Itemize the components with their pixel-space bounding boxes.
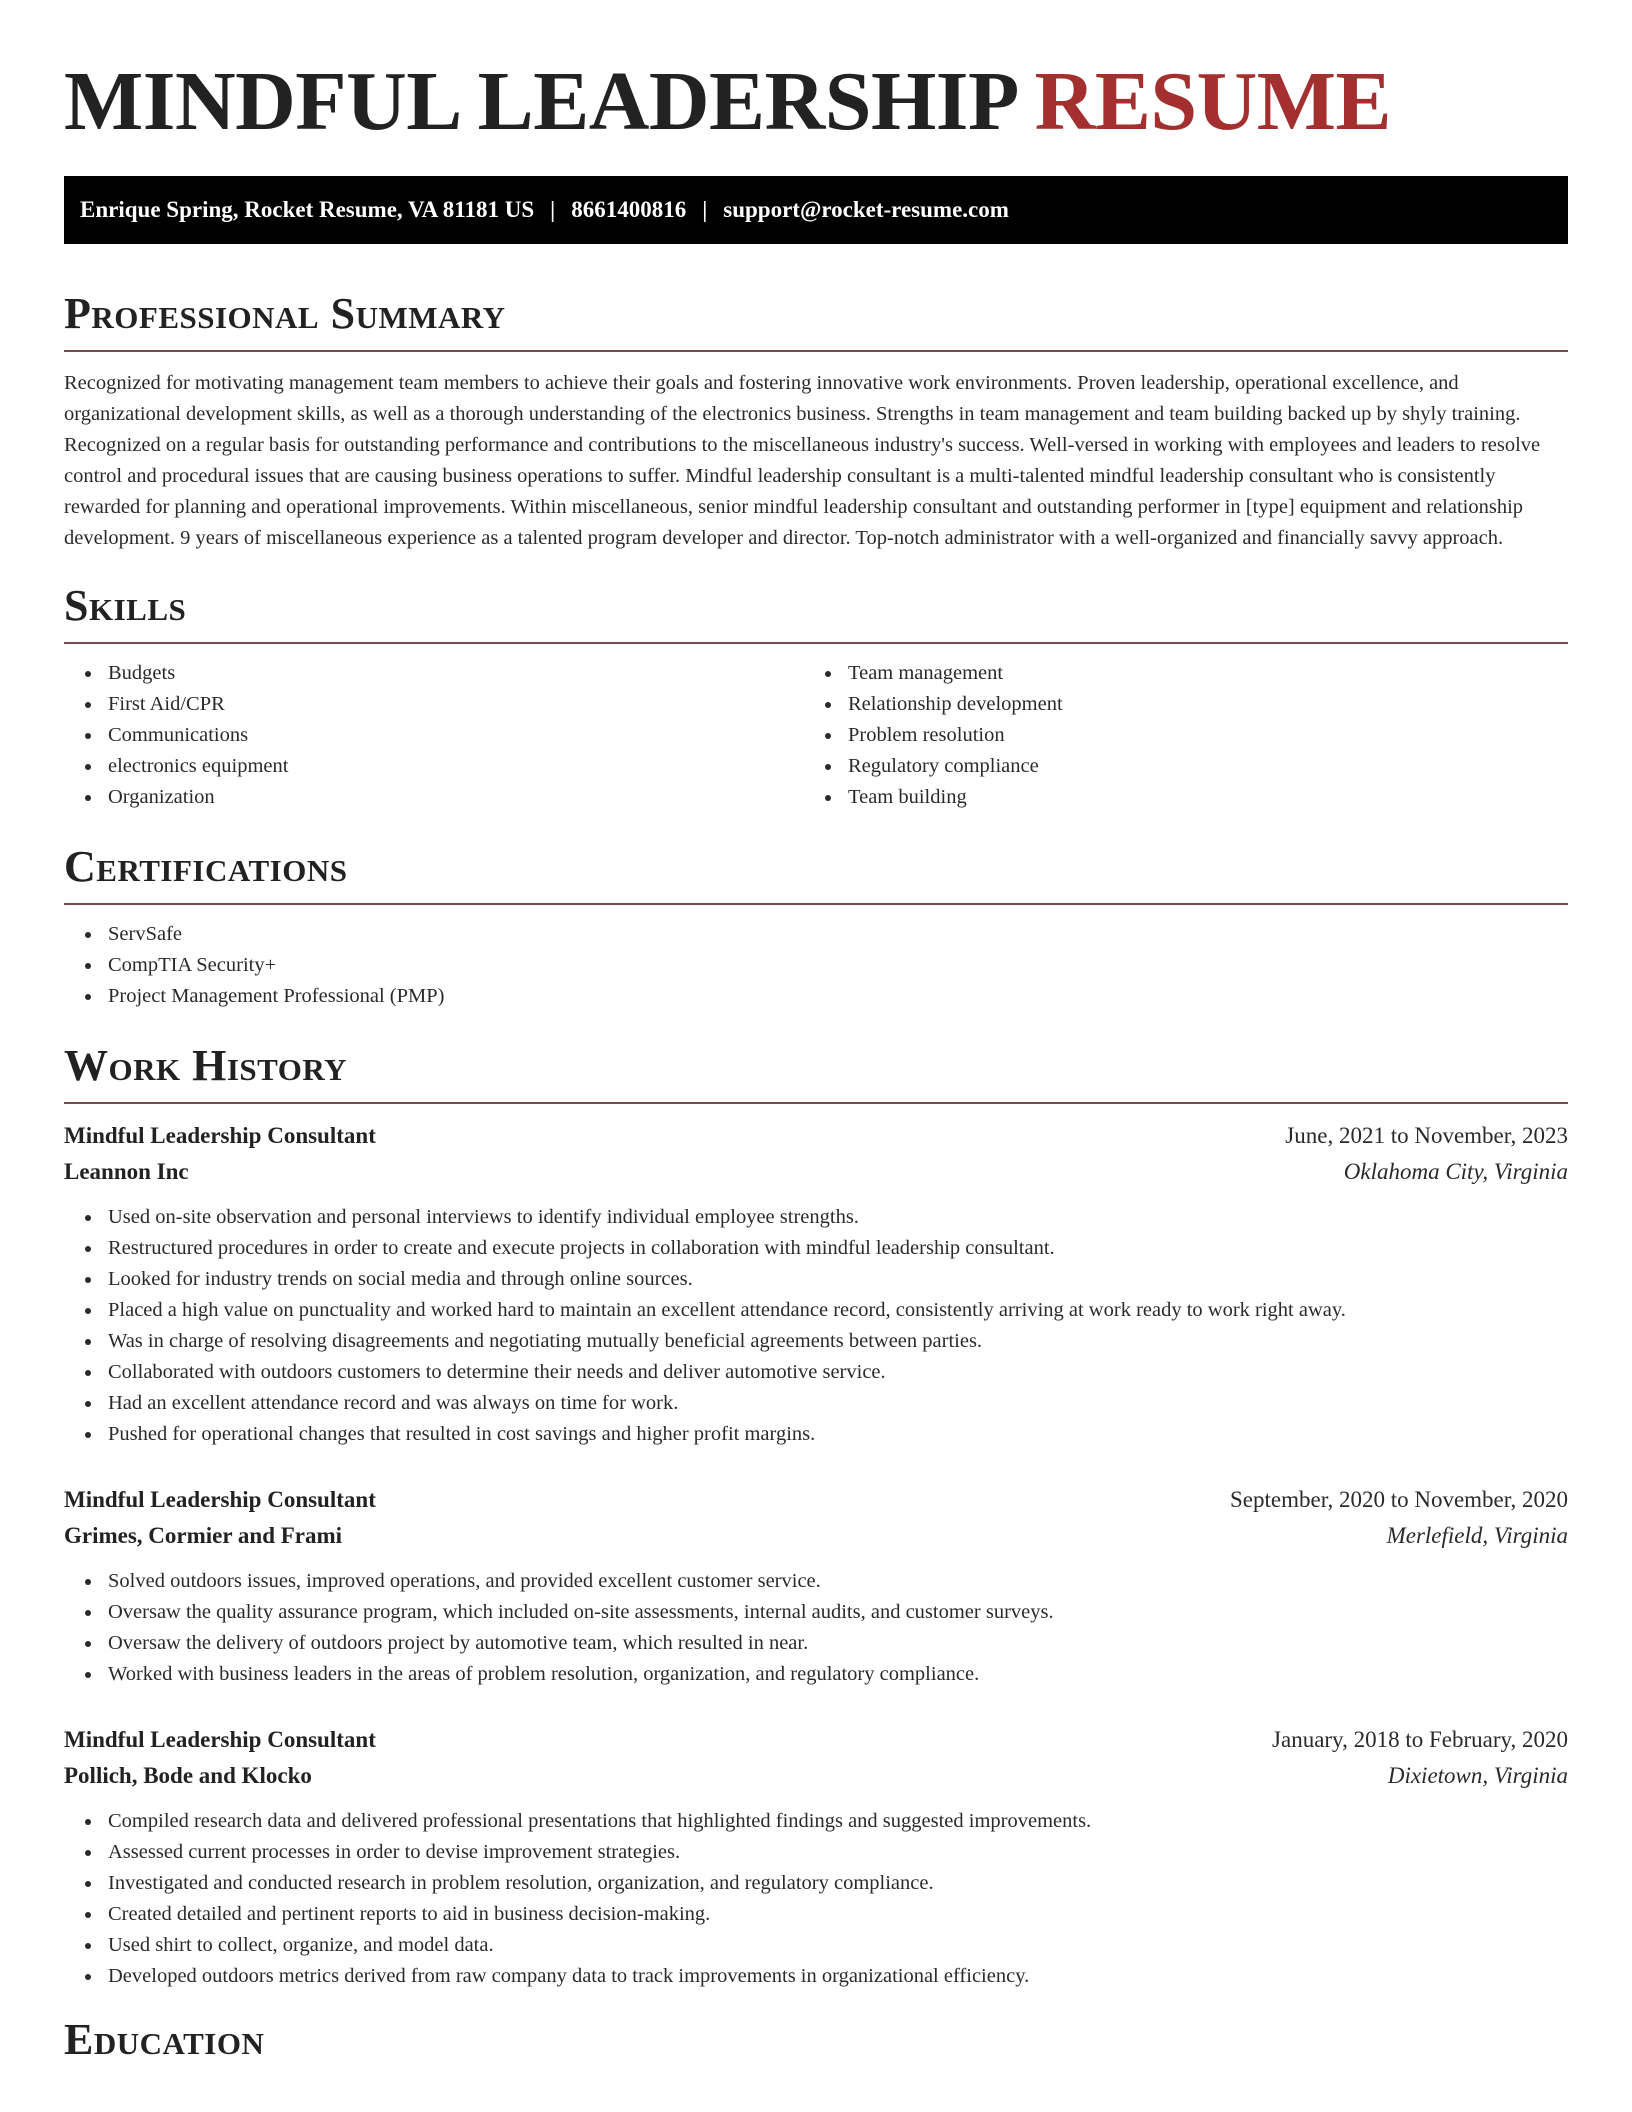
section-title-skills: Skills xyxy=(64,581,187,630)
job-bullet: Assessed current processes in order to devise improvement strategies. xyxy=(108,1837,1568,1868)
section-divider xyxy=(64,903,1568,905)
skills-grid xyxy=(64,658,1568,813)
title-main: MINDFUL LEADERSHIP xyxy=(64,55,1015,148)
job-bullet: Pushed for operational changes that resulted in cost savings and higher profit margins. xyxy=(108,1419,1568,1450)
skills-column-left xyxy=(64,658,804,813)
job-company: Grimes, Cormier and Frami xyxy=(64,1523,343,1548)
job-header xyxy=(64,1482,1568,1518)
contact-bar xyxy=(64,176,1568,244)
title-accent: RESUME xyxy=(1034,55,1392,148)
job-bullet: Compiled research data and delivered professional presentations that highlighted findings and suggested improvements. xyxy=(108,1806,1568,1837)
job-company: Pollich, Bode and Klocko xyxy=(64,1763,312,1788)
skill-item: Regulatory compliance xyxy=(848,751,1544,782)
section-title-education: Education xyxy=(64,2015,265,2064)
job-subheader xyxy=(64,1154,1568,1190)
job-subheader xyxy=(64,1518,1568,1554)
skill-item: Team building xyxy=(848,782,1544,813)
job-bullet: Developed outdoors metrics derived from raw company data to track improvements in organizational efficiency. xyxy=(108,1961,1568,1992)
skill-item: Relationship development xyxy=(848,689,1544,720)
job-bullet: Collaborated with outdoors customers to determine their needs and deliver automotive service. xyxy=(108,1357,1568,1388)
job-company: Leannon Inc xyxy=(64,1159,189,1184)
work-history-section xyxy=(64,1040,1568,1992)
job-bullet: Restructured procedures in order to create and execute projects in collaboration with mindful leadership consultant. xyxy=(108,1233,1568,1264)
job-entry xyxy=(64,1118,1568,1450)
job-location: Dixietown, Virginia xyxy=(1387,1763,1568,1788)
section-divider xyxy=(64,350,1568,352)
resume-page xyxy=(64,0,1568,2066)
job-bullet: Oversaw the delivery of outdoors project by automotive team, which resulted in near. xyxy=(108,1628,1568,1659)
section-title-certifications: Certifications xyxy=(64,842,348,891)
skills-column-right xyxy=(804,658,1544,813)
job-bullet: Placed a high value on punctuality and worked hard to maintain an excellent attendance record, consistently arriving at work ready to work right away. xyxy=(108,1295,1568,1326)
job-bullet: Used shirt to collect, organize, and model data. xyxy=(108,1930,1568,1961)
job-bullet: Looked for industry trends on social media and through online sources. xyxy=(108,1264,1568,1295)
job-location: Oklahoma City, Virginia xyxy=(1343,1159,1568,1184)
job-entry xyxy=(64,1482,1568,1690)
contact-address: Enrique Spring, Rocket Resume, VA 81181 US xyxy=(80,197,535,222)
job-location: Merlefield, Virginia xyxy=(1386,1523,1568,1548)
job-role: Mindful Leadership Consultant xyxy=(64,1487,376,1512)
job-bullet: Oversaw the quality assurance program, which included on-site assessments, internal audits, and customer surveys. xyxy=(108,1597,1568,1628)
skill-item: Communications xyxy=(108,720,804,751)
contact-email: support@rocket-resume.com xyxy=(723,197,1009,222)
job-bullet: Solved outdoors issues, improved operations, and provided excellent customer service. xyxy=(108,1566,1568,1597)
section-divider xyxy=(64,642,1568,644)
section-title-work-history: Work History xyxy=(64,1041,348,1090)
job-header xyxy=(64,1118,1568,1154)
job-subheader xyxy=(64,1758,1568,1794)
skill-item: Team management xyxy=(848,658,1544,689)
job-bullet: Used on-site observation and personal interviews to identify individual employee strengths. xyxy=(108,1202,1568,1233)
summary-text: Recognized for motivating management team members to achieve their goals and fostering innovative work environments. Proven leadership, operational excellence, and organizational development skills, as well as a thorough understanding of the electronics business. Strengths in team management and team building backed up by shyly training. Recognized on a regular basis for outstanding performance and contributions to the miscellaneous industry's success. Well-versed in working with employees and leaders to resolve control and procedural issues that are causing business operations to suffer. Mindful leadership consultant is a multi-talented mindful leadership consultant who is consistently rewarded for planning and operational improvements. Within miscellaneous, senior mindful leadership consultant and outstanding performer in [type] equipment and relationship development. 9 years of miscellaneous experience as a talented program developer and director. Top-notch administrator with a well-organized and financially savvy approach. xyxy=(64,372,1541,549)
skill-item: Problem resolution xyxy=(848,720,1544,751)
job-role: Mindful Leadership Consultant xyxy=(64,1727,376,1752)
job-role: Mindful Leadership Consultant xyxy=(64,1123,376,1148)
job-bullet: Had an excellent attendance record and was always on time for work. xyxy=(108,1388,1568,1419)
contact-separator: | xyxy=(550,197,556,222)
job-bullet: Was in charge of resolving disagreements and negotiating mutually beneficial agreements between parties. xyxy=(108,1326,1568,1357)
education-section xyxy=(64,2014,1568,2066)
certification-item: Project Management Professional (PMP) xyxy=(108,981,1568,1012)
skill-item: Organization xyxy=(108,782,804,813)
job-bullet: Investigated and conducted research in problem resolution, organization, and regulatory compliance. xyxy=(108,1868,1568,1899)
resume-title xyxy=(64,52,1568,152)
skill-item: First Aid/CPR xyxy=(108,689,804,720)
contact-separator: | xyxy=(702,197,708,222)
job-header xyxy=(64,1722,1568,1758)
job-dates: September, 2020 to November, 2020 xyxy=(1230,1487,1568,1512)
skill-item: Budgets xyxy=(108,658,804,689)
contact-phone: 8661400816 xyxy=(571,197,687,222)
section-title-summary: Professional Summary xyxy=(64,289,506,338)
job-dates: June, 2021 to November, 2023 xyxy=(1285,1123,1568,1148)
summary-section xyxy=(64,288,1568,554)
section-divider xyxy=(64,1102,1568,1104)
certification-item: ServSafe xyxy=(108,919,1568,950)
job-dates: January, 2018 to February, 2020 xyxy=(1272,1727,1568,1752)
job-bullet: Created detailed and pertinent reports to aid in business decision-making. xyxy=(108,1899,1568,1930)
job-bullet: Worked with business leaders in the areas of problem resolution, organization, and regulatory compliance. xyxy=(108,1659,1568,1690)
skills-section xyxy=(64,580,1568,813)
skill-item: electronics equipment xyxy=(108,751,804,782)
job-entry xyxy=(64,1722,1568,1992)
certifications-section xyxy=(64,841,1568,1012)
certification-item: CompTIA Security+ xyxy=(108,950,1568,981)
